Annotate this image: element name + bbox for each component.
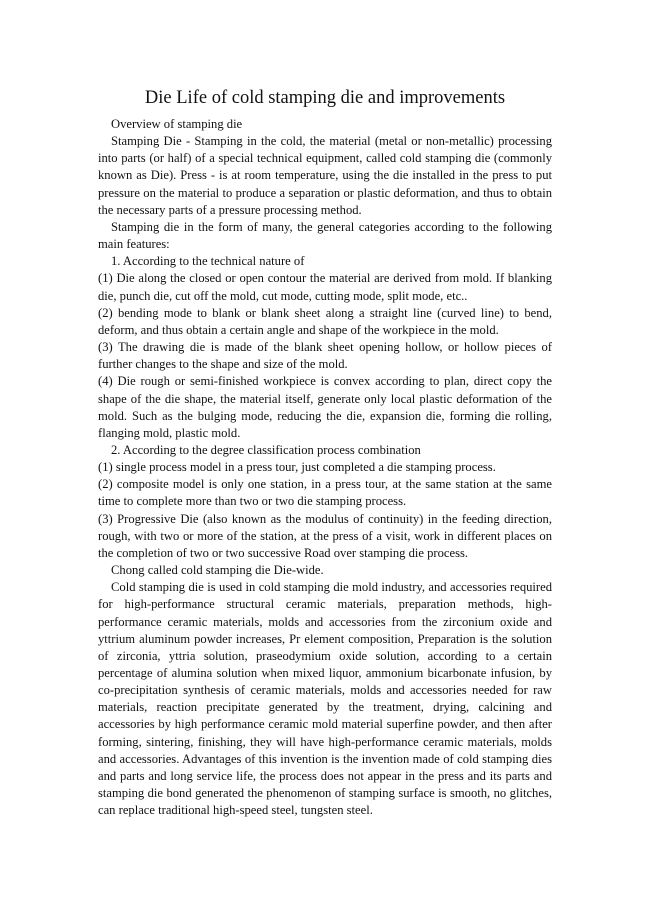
paragraph: (1) Die along the closed or open contour the material are derived from mold. If blanking die, punch die, cut off the mold, cut mode, cutting mode, split mode, etc.. bbox=[98, 271, 552, 303]
document-title: Die Life of cold stamping die and improvements bbox=[144, 88, 506, 108]
paragraph: Cold stamping die is used in cold stamping die mold industry, and accessories required for high-performance structural ceramic materials, preparation methods, high-performance ceramic materials, molds and accessories from the zirconium oxide and yttrium aluminum powder increases, Pr element composition, Preparation is the solution of zirconia, yttria solution, praseodymium oxide solution, according to a certain percentage of alumina solution when mixed liquor, ammonium bicarbonate infusion, by co-precipitation synthesis of ceramic materials, molds and accessories needed for raw materials, reaction precipitate generated by the treatment, drying, calcining and accessories by high performance ceramic mold material superfine powder, and then after forming, sintering, finishing, they will have high-performance ceramic materials, molds and accessories. Advantages of this invention is the invention made of cold stamping dies and parts and long service life, the process does not appear in the press and its parts and stamping die bond generated the phenomenon of stamping surface is smooth, no glitches, can replace traditional high-speed steel, tungsten steel. bbox=[98, 580, 552, 818]
paragraph: (4) Die rough or semi-finished workpiece is convex according to plan, direct copy the shape of the die shape, the material itself, generate only local plastic deformation of the mold. Such as the bulging mode, reducing the die, expansion die, forming die rolling, flanging mold, plastic mold. bbox=[98, 374, 552, 440]
document-page bbox=[98, 86, 552, 819]
paragraph: Stamping Die - Stamping in the cold, the material (metal or non-metallic) processing into parts (or half) of a special technical equipment, called cold stamping die (commonly known as Die). Press - is at room temperature, using the die installed in the press to put pressure on the material to produce a separation or plastic deformation, and thus to obtain the necessary parts of a pressure processing method. bbox=[98, 134, 552, 217]
paragraph: Stamping die in the form of many, the general categories according to the following main features: bbox=[98, 219, 552, 252]
paragraph: (2) composite model is only one station, in a press tour, at the same station at the same time to complete more than two or two die stamping process. bbox=[98, 477, 552, 509]
paragraph: Overview of stamping die bbox=[111, 117, 243, 131]
paragraph: (3) Progressive Die (also known as the modulus of continuity) in the feeding direction, rough, with two or more of the station, at the press of a visit, work in different places on the completion of two or two successive Road over stamping die process. bbox=[98, 511, 552, 560]
paragraph: (1) single process model in a press tour, just completed a die stamping process. bbox=[98, 460, 496, 475]
paragraph: (3) The drawing die is made of the blank sheet opening hollow, or hollow pieces of further changes to the shape and size of the mold. bbox=[98, 340, 552, 372]
paragraph: Chong called cold stamping die Die-wide. bbox=[111, 563, 324, 578]
document-body bbox=[98, 116, 552, 819]
paragraph: (2) bending mode to blank or blank sheet along a straight line (curved line) to bend, deform, and thus obtain a certain angle and shape of the workpiece in the mold. bbox=[98, 305, 552, 337]
paragraph: 1. According to the technical nature of bbox=[111, 254, 305, 269]
paragraph: 2. According to the degree classification process combination bbox=[111, 442, 421, 457]
